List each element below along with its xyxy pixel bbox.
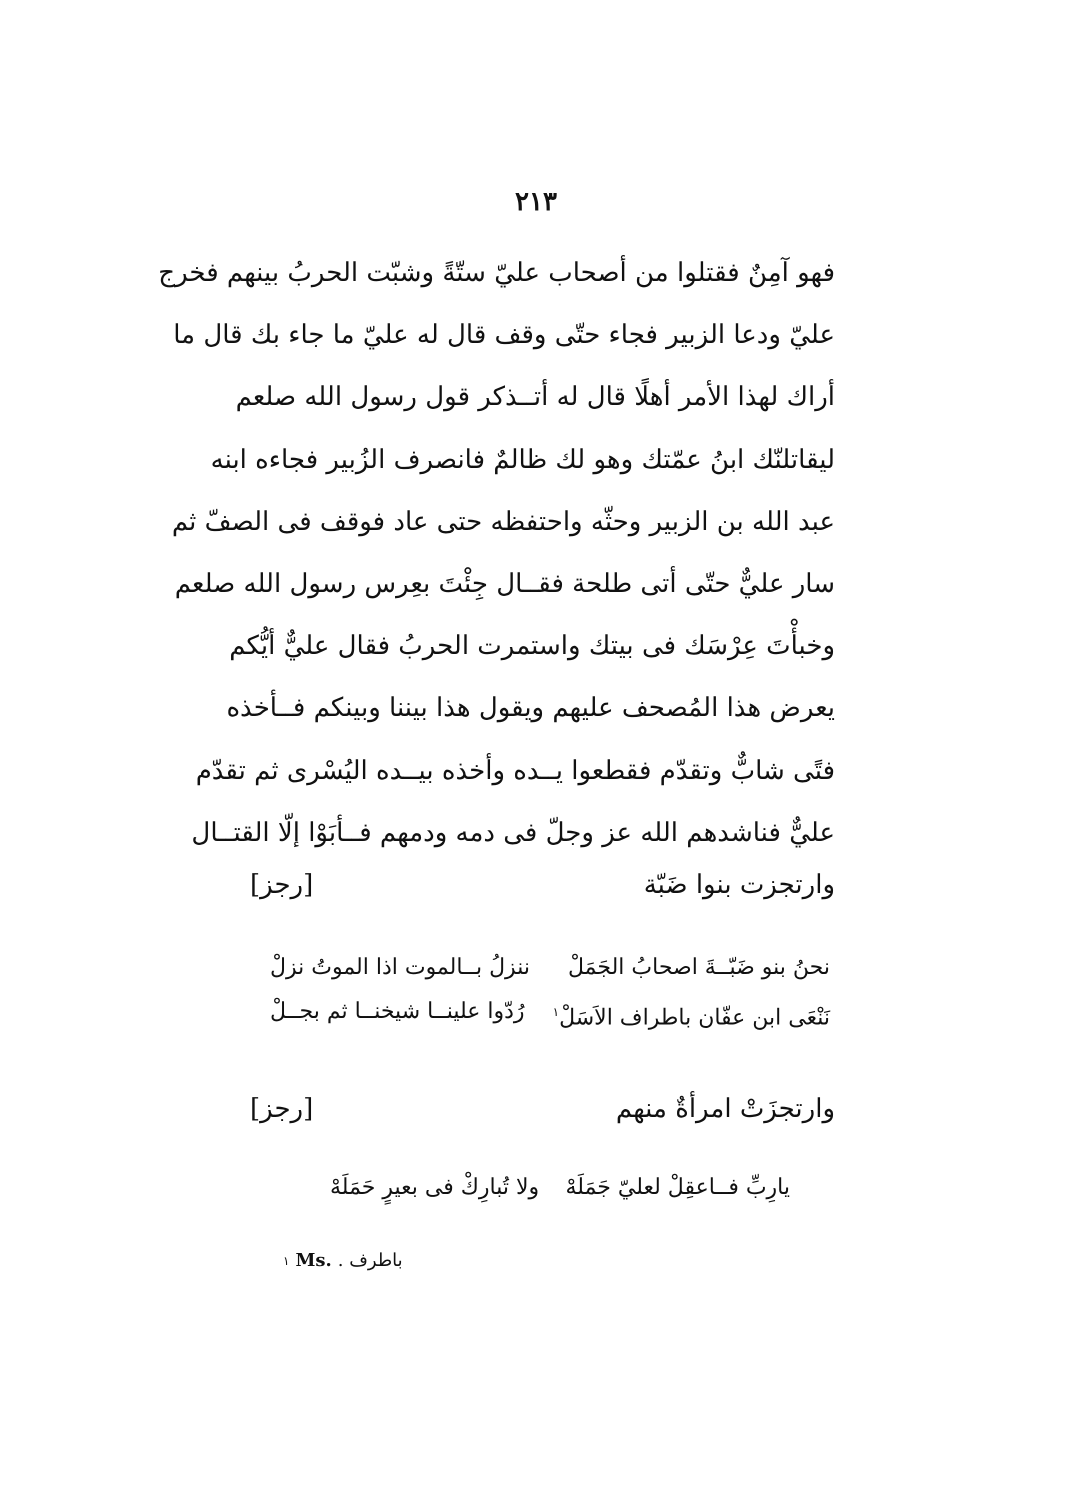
verse-line [270, 948, 830, 988]
meter-label: [رجز] [250, 1094, 314, 1124]
footnote-ms-label: Ms. [295, 1250, 332, 1271]
verse-line [330, 1168, 790, 1208]
footnote-reference: ١ [552, 1005, 560, 1019]
verse-hemistich-second: ولا تُبارِكْ فى بعيرٍ حَمَلَهْ [330, 1175, 540, 1200]
prose-line: سار عليٌّ حتّى أتى طلحة فقــال جِئْتَ بعِرس رسول الله صلعم [174, 568, 835, 599]
footnote-text: باطرف . [337, 1250, 403, 1271]
prose-line: فهو آمِنٌ فقتلوا من أصحاب عليّ ستّةً وشبّت الحربُ بينهم فخرج [158, 258, 835, 288]
prose-paragraph [158, 242, 835, 864]
verse-line [270, 992, 830, 1032]
verse-hemistich-first [553, 992, 830, 1038]
verse-intro: وارتجزَتْ امرأةٌ منهم [615, 1094, 835, 1124]
prose-line: ليقاتلنّك ابنُ عمّتك وهو لك ظالمٌ فانصرف الزُبير فجاءه ابنه [210, 444, 835, 475]
prose-line: فتًى شابٌّ وتقدّم فقطعوا يــده وأخذه بيــده اليُسْرى ثم تقدّم [195, 755, 835, 786]
verse-hemistich-second: ننزلُ بــالموت اذا الموتُ نزلْ [270, 955, 530, 980]
verse-hemistich-first: يارِبِّ فــاعقِلْ لعليّ جَمَلَهْ [565, 1175, 790, 1200]
meter-label: [رجز] [250, 870, 314, 900]
prose-line: عبد الله بن الزبير وحثّه واحتفظه حتى عاد فوقف فى الصفّ ثم [171, 506, 835, 537]
prose-line: أراك لهذا الأمر أهلًا قال له أتــذكر قول رسول الله صلعم [235, 382, 835, 413]
prose-line: وخبأْتَ عِرْسَك فى بيتك واستمرت الحربُ فقال عليٌّ أيُّكم [229, 631, 835, 662]
footnote [283, 1246, 403, 1276]
verse-hemistich-first: نحنُ بنو ضَبّــةَ اصحابُ الجَمَلْ [568, 955, 830, 980]
verse-hemistich-second: رُدّوا علينــا شيخنــا ثم بجــلْ [270, 999, 525, 1024]
verse-intro-row [250, 860, 835, 910]
verse-text: نَنْعَى ابن عفّان باطراف الاَسَلْ [559, 1005, 830, 1031]
prose-line: عليّ ودعا الزبير فجاء حتّى وقف قال له عليّ ما جاء بك قال ما [173, 320, 835, 351]
footnote-mark: ١ [283, 1254, 290, 1268]
page-number: ٢١٣ [515, 187, 557, 217]
prose-line: عليٌّ فناشدهم الله عز وجلّ فى دمه ودمهم فــأبَوْا إلّا القتــال [191, 817, 835, 848]
verse-intro: وارتجزت بنوا ضَبّة [643, 870, 835, 900]
prose-line: يعرض هذا المُصحف عليهم ويقول هذا بيننا وبينكم فــأخذه [226, 693, 835, 724]
verse-intro-row [250, 1084, 835, 1134]
